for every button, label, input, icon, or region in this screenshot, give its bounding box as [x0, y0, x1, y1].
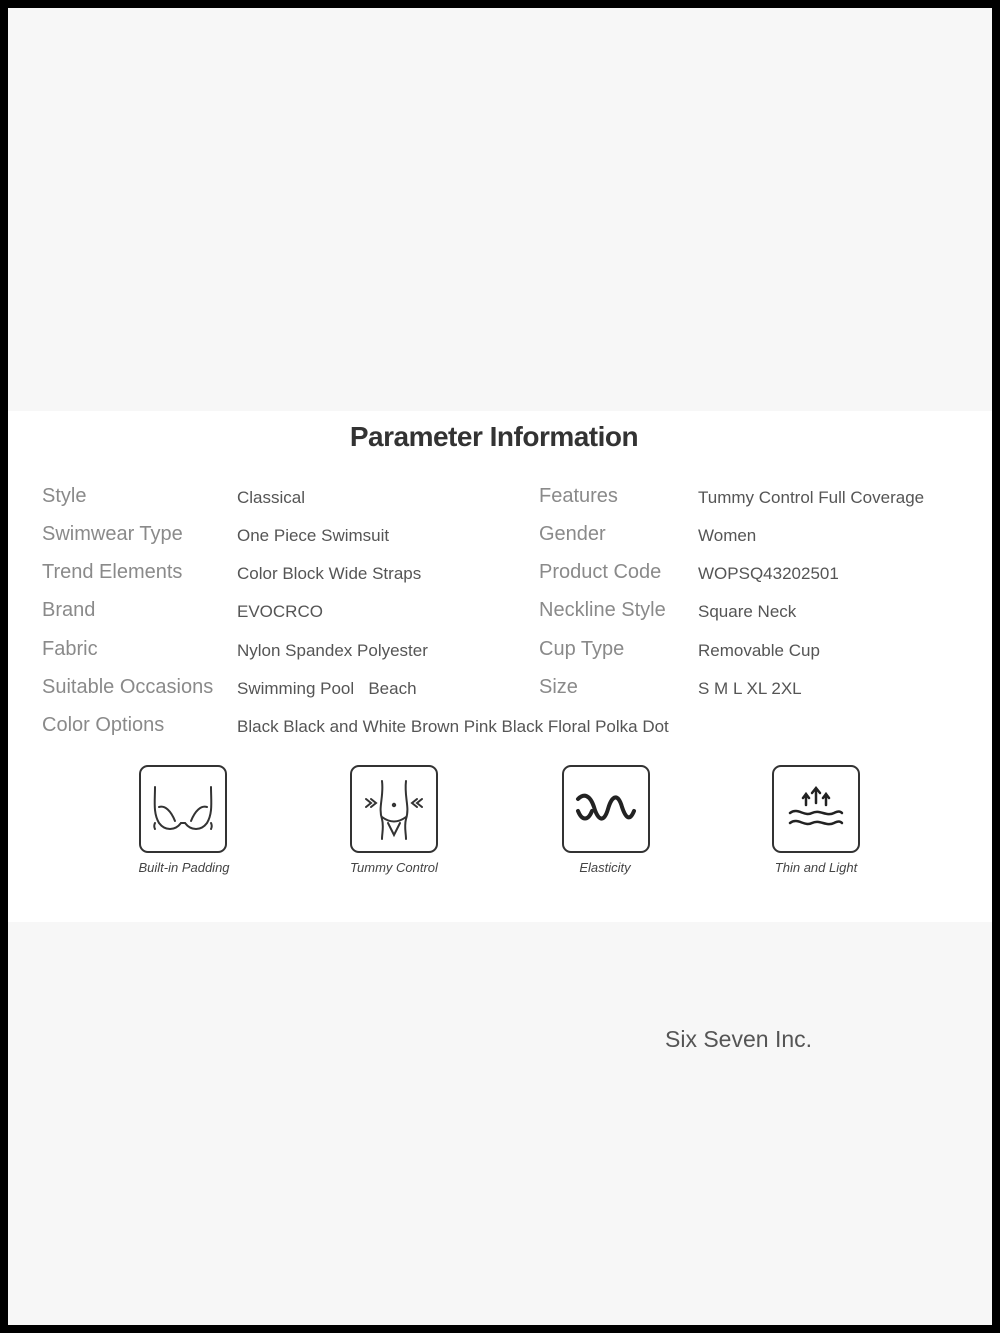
- feature-thin-and-light: [772, 765, 860, 853]
- param-label-color-options: Color Options: [42, 714, 165, 736]
- param-value-neckline-style: Square Neck: [698, 602, 797, 621]
- feature-elasticity: [562, 765, 650, 853]
- feature-built-in-padding: [139, 765, 227, 853]
- param-label-size: Size: [539, 676, 578, 698]
- param-label-swimwear-type: Swimwear Type: [42, 523, 183, 545]
- feature-tummy-control: [350, 765, 438, 853]
- param-value-brand: EVOCRCO: [237, 602, 323, 621]
- param-value-size: S M L XL 2XL: [698, 679, 802, 698]
- param-label-neckline-style: Neckline Style: [539, 599, 666, 621]
- param-label-style: Style: [42, 485, 87, 507]
- param-label-trend-elements: Trend Elements: [42, 561, 183, 583]
- param-value-trend-elements: Color Block Wide Straps: [237, 564, 422, 583]
- param-value-product-code: WOPSQ43202501: [698, 564, 839, 583]
- param-label-fabric: Fabric: [42, 638, 98, 660]
- thin-light-icon: [774, 767, 858, 851]
- param-value-cup-type: Removable Cup: [698, 641, 820, 660]
- elasticity-icon: [564, 767, 648, 851]
- param-value-swimwear-type: One Piece Swimsuit: [237, 526, 390, 545]
- param-value-fabric: Nylon Spandex Polyester: [237, 641, 428, 660]
- param-label-brand: Brand: [42, 599, 96, 621]
- param-label-suitable-occasions: Suitable Occasions: [42, 676, 214, 698]
- param-label-features: Features: [539, 485, 618, 507]
- tummy-control-icon: [352, 767, 436, 851]
- param-label-gender: Gender: [539, 523, 606, 545]
- param-value-gender: Women: [698, 526, 757, 545]
- feature-label-built-in-padding: Built-in Padding: [138, 860, 230, 875]
- feature-label-thin-and-light: Thin and Light: [774, 860, 858, 875]
- param-value-features: Tummy Control Full Coverage: [698, 488, 925, 507]
- param-value-style: Classical: [237, 488, 306, 507]
- param-value-suitable-occasions: Swimming Pool Beach: [237, 679, 417, 698]
- param-label-cup-type: Cup Type: [539, 638, 625, 660]
- panel-title: Parameter Information: [349, 421, 639, 452]
- watermark-text: Six Seven Inc.: [665, 1026, 813, 1052]
- feature-label-tummy-control: Tummy Control: [350, 860, 438, 875]
- bra-icon: [141, 767, 225, 851]
- feature-label-elasticity: Elasticity: [579, 860, 631, 875]
- param-label-product-code: Product Code: [539, 561, 662, 583]
- param-value-color-options: Black Black and White Brown Pink Black Floral Polka Dot: [237, 717, 669, 736]
